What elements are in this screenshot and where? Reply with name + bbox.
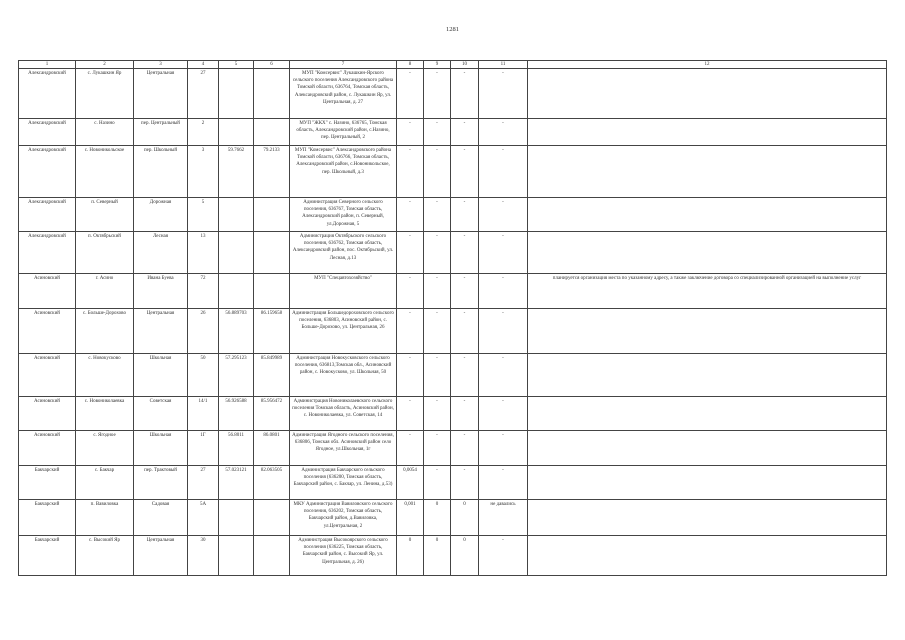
district-cell: Александровский [19, 198, 76, 232]
longitude-cell [254, 274, 290, 309]
organization-cell: Администрация Новокусковского сельского поселения, 636813,Томская обл., Асиновский район, с. Новокусково, ул. Школьная, 50 [290, 354, 397, 397]
note-cell [528, 232, 887, 274]
value-cell: - [397, 309, 424, 354]
district-cell: Асиновский [19, 431, 76, 466]
column-header: 7 [290, 61, 397, 69]
longitude-cell: 85.849989 [254, 354, 290, 397]
district-cell: Асиновский [19, 397, 76, 431]
organization-cell: Администрация Ягодного сельского поселения, 636806, Томская обл. Асиновский район село Ягодное, ул.Школьная, 1г [290, 431, 397, 466]
table-row [19, 397, 887, 431]
note-cell: планируется организация места по указанному адресу, а также заключение договора со специализированной организацией на выполнение услуг [528, 274, 887, 309]
table-row [19, 536, 887, 576]
organization-cell: МУП "Комсервис" Лукашкин-Ярского сельского поселения Александровского района Томской области, 636764, Томская область, Александровский район, с. Лукашкин Яр, ул. Центральная, д. 27 [290, 69, 397, 119]
organization-cell: Администрация Октябрьского сельского поселения, 636762, Томская область, Александровский район, пос. Октябрьский, ул. Лесная, д.13 [290, 232, 397, 274]
value-cell: 0 [451, 500, 479, 536]
settlement-cell: с. Больше-Дорохово [76, 309, 134, 354]
value-cell: - [479, 146, 528, 198]
latitude-cell [219, 274, 254, 309]
street-cell: пер. Трактовый [134, 466, 188, 500]
value-cell: - [424, 354, 451, 397]
table-row [19, 309, 887, 354]
latitude-cell [219, 119, 254, 146]
value-cell: - [451, 232, 479, 274]
value-cell: - [424, 69, 451, 119]
column-header: 11 [479, 61, 528, 69]
value-cell: - [451, 397, 479, 431]
house-cell: 14/1 [188, 397, 219, 431]
value-cell: - [479, 198, 528, 232]
value-cell: - [451, 274, 479, 309]
settlement-cell: г. Асино [76, 274, 134, 309]
settlement-cell: п. Северный [76, 198, 134, 232]
value-cell: - [397, 198, 424, 232]
street-cell: Школьная [134, 354, 188, 397]
value-cell: не давались [479, 500, 528, 536]
settlement-cell: п. Вавиловка [76, 500, 134, 536]
settlement-cell: с. Новониколаевка [76, 397, 134, 431]
page-number: 1281 [446, 26, 459, 33]
house-cell: 13 [188, 232, 219, 274]
settlement-cell: с. Ягодное [76, 431, 134, 466]
value-cell: 0,001 [397, 500, 424, 536]
value-cell: - [424, 146, 451, 198]
longitude-cell [254, 232, 290, 274]
longitude-cell: 86.159658 [254, 309, 290, 354]
street-cell: Центральная [134, 536, 188, 576]
house-cell: 5А [188, 500, 219, 536]
district-cell: Александровский [19, 119, 76, 146]
value-cell: - [424, 198, 451, 232]
longitude-cell: 86.0801 [254, 431, 290, 466]
latitude-cell: 56.889703 [219, 309, 254, 354]
value-cell: - [451, 466, 479, 500]
column-header: 10 [451, 61, 479, 69]
street-cell: Центральная [134, 309, 188, 354]
settlement-cell: с. Новокусково [76, 354, 134, 397]
street-cell: Советская [134, 397, 188, 431]
settlement-cell: с. Лукашкин Яр [76, 69, 134, 119]
value-cell: - [479, 397, 528, 431]
table-row [19, 232, 887, 274]
registry-table [18, 60, 887, 576]
settlement-cell: с. Высокий Яр [76, 536, 134, 576]
value-cell: - [479, 274, 528, 309]
house-cell: 27 [188, 69, 219, 119]
house-cell: 26 [188, 309, 219, 354]
table-row [19, 119, 887, 146]
longitude-cell: 82.063505 [254, 466, 290, 500]
organization-cell: МУП "Комсервис" Александровского района Томской области, 636766, Томская область, Александровский район, с.Новоникольское, пер. Школьный, д.3 [290, 146, 397, 198]
longitude-cell [254, 536, 290, 576]
street-cell: Лесная [134, 232, 188, 274]
street-cell: Садовая [134, 500, 188, 536]
value-cell: - [397, 69, 424, 119]
table-row [19, 146, 887, 198]
street-cell: Школьная [134, 431, 188, 466]
organization-cell: Администрация Большедороховского сельского поселения, 636803, Асиновский район, с. Больше-Дорохово, ул. Центральная, 26 [290, 309, 397, 354]
house-cell: 3 [188, 146, 219, 198]
street-cell: пер. Школьный [134, 146, 188, 198]
settlement-cell: с. Новоникольское [76, 146, 134, 198]
value-cell: - [424, 309, 451, 354]
note-cell [528, 466, 887, 500]
latitude-cell [219, 198, 254, 232]
value-cell: - [451, 119, 479, 146]
value-cell: - [397, 274, 424, 309]
table-row [19, 198, 887, 232]
header-row [19, 61, 887, 69]
latitude-cell: 56.926588 [219, 397, 254, 431]
organization-cell: МУП "Спецавтохозяйство" [290, 274, 397, 309]
value-cell: - [479, 431, 528, 466]
latitude-cell: 57.023121 [219, 466, 254, 500]
note-cell [528, 69, 887, 119]
note-cell [528, 119, 887, 146]
value-cell: - [397, 354, 424, 397]
district-cell: Асиновский [19, 354, 76, 397]
table-row [19, 431, 887, 466]
organization-cell: МУП "ЖКХ" с. Назино, 636765, Томская область, Александровский район, с.Назино, пер. Центральный, 2 [290, 119, 397, 146]
house-cell: 2 [188, 119, 219, 146]
district-cell: Бакчарский [19, 536, 76, 576]
value-cell: - [451, 354, 479, 397]
table-row [19, 466, 887, 500]
value-cell: - [424, 274, 451, 309]
settlement-cell: с. Бакчар [76, 466, 134, 500]
latitude-cell [219, 232, 254, 274]
district-cell: Александровский [19, 146, 76, 198]
value-cell: - [397, 119, 424, 146]
organization-cell: МКУ Администрация Вавиловского сельского поселения, 636202, Томская область, Бакчарский район, д.Вавиловка, ул.Центральная, 2 [290, 500, 397, 536]
column-header: 9 [424, 61, 451, 69]
note-cell [528, 146, 887, 198]
value-cell: - [424, 232, 451, 274]
table-row [19, 500, 887, 536]
value-cell: - [479, 466, 528, 500]
value-cell: - [397, 146, 424, 198]
note-cell [528, 354, 887, 397]
longitude-cell [254, 500, 290, 536]
latitude-cell: 56.8011 [219, 431, 254, 466]
value-cell: - [479, 536, 528, 576]
longitude-cell [254, 69, 290, 119]
district-cell: Александровский [19, 232, 76, 274]
value-cell: - [451, 146, 479, 198]
value-cell: - [424, 431, 451, 466]
organization-cell: Администрация Новониколаевского сельского поселения Томская область, Асиновский район, с. Новониколаевка, ул. Советская, 14 [290, 397, 397, 431]
latitude-cell: 59.7662 [219, 146, 254, 198]
value-cell: 0 [424, 536, 451, 576]
district-cell: Асиновский [19, 274, 76, 309]
district-cell: Бакчарский [19, 466, 76, 500]
column-header: 5 [219, 61, 254, 69]
district-cell: Асиновский [19, 309, 76, 354]
longitude-cell [254, 119, 290, 146]
column-header: 3 [134, 61, 188, 69]
house-cell: 30 [188, 536, 219, 576]
column-header: 8 [397, 61, 424, 69]
value-cell: - [397, 232, 424, 274]
latitude-cell: 57.295123 [219, 354, 254, 397]
note-cell [528, 536, 887, 576]
note-cell [528, 309, 887, 354]
value-cell: 0,0054 [397, 466, 424, 500]
latitude-cell [219, 536, 254, 576]
street-cell: Центральная [134, 69, 188, 119]
note-cell [528, 198, 887, 232]
value-cell: 0 [451, 536, 479, 576]
value-cell: 0 [424, 500, 451, 536]
column-header: 1 [19, 61, 76, 69]
organization-cell: Администрация Высокоярского сельского поселения (636225, Томская область, Бакчарский район, с. Высокий Яр, ул. Центральная, д. 26) [290, 536, 397, 576]
value-cell: - [397, 397, 424, 431]
house-cell: 72 [188, 274, 219, 309]
street-cell: Ивана Буева [134, 274, 188, 309]
value-cell: - [479, 309, 528, 354]
table-row [19, 354, 887, 397]
longitude-cell: 85.956472 [254, 397, 290, 431]
table-row [19, 69, 887, 119]
table-row [19, 274, 887, 309]
value-cell: - [397, 431, 424, 466]
house-cell: 50 [188, 354, 219, 397]
value-cell: - [479, 119, 528, 146]
column-header: 4 [188, 61, 219, 69]
value-cell: - [451, 309, 479, 354]
value-cell: - [451, 431, 479, 466]
longitude-cell: 79.2133 [254, 146, 290, 198]
value-cell: 0 [397, 536, 424, 576]
house-cell: 5 [188, 198, 219, 232]
organization-cell: Администрация Северного сельского поселения, 636767, Томская область, Александровский район, п. Северный, ул.Дорожная, 5 [290, 198, 397, 232]
street-cell: пер. Центральный [134, 119, 188, 146]
value-cell: - [424, 397, 451, 431]
district-cell: Бакчарский [19, 500, 76, 536]
value-cell: - [451, 69, 479, 119]
district-cell: Александровский [19, 69, 76, 119]
value-cell: - [424, 466, 451, 500]
settlement-cell: п. Октябрьский [76, 232, 134, 274]
column-header: 6 [254, 61, 290, 69]
note-cell [528, 397, 887, 431]
house-cell: 27 [188, 466, 219, 500]
latitude-cell [219, 500, 254, 536]
value-cell: - [479, 354, 528, 397]
settlement-cell: с. Назино [76, 119, 134, 146]
value-cell: - [479, 69, 528, 119]
house-cell: 1Г [188, 431, 219, 466]
column-header: 2 [76, 61, 134, 69]
value-cell: - [479, 232, 528, 274]
street-cell: Дорожная [134, 198, 188, 232]
latitude-cell [219, 69, 254, 119]
longitude-cell [254, 198, 290, 232]
value-cell: - [451, 198, 479, 232]
value-cell: - [424, 119, 451, 146]
organization-cell: Администрация Бакчарского сельского поселения (636200, Томская область, Бакчарский район, с. Бакчар, ул. Ленина, д.53) [290, 466, 397, 500]
column-header: 12 [528, 61, 887, 69]
note-cell [528, 500, 887, 536]
note-cell [528, 431, 887, 466]
